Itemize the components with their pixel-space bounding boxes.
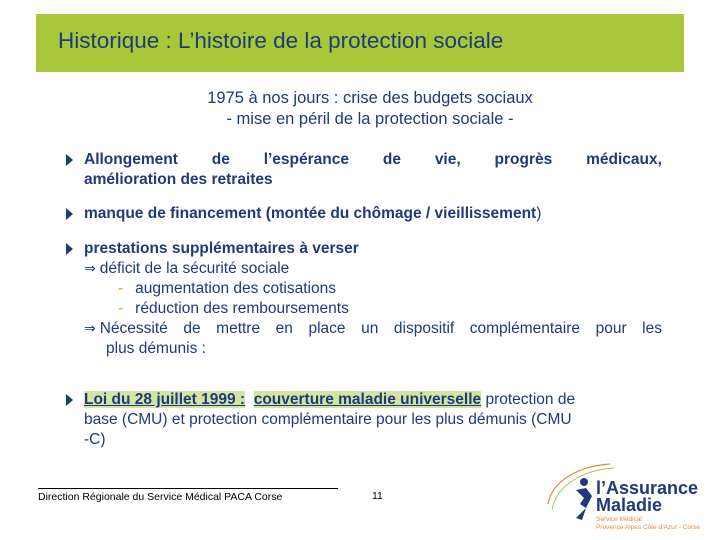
- bullet-4-line-3: -C): [84, 431, 106, 448]
- assurance-maladie-logo: [540, 460, 716, 532]
- word: médicaux,: [586, 151, 662, 168]
- bullet-arrow-icon: [66, 394, 73, 406]
- subtitle-line-1: 1975 à nos jours : crise des budgets sociaux: [207, 89, 533, 107]
- bullet-cmu-law: [84, 390, 662, 450]
- bullet-1-line-2: amélioration des retraites: [84, 171, 273, 188]
- dash-text-2: réduction des remboursements: [135, 300, 349, 317]
- word: Allongement: [84, 151, 178, 168]
- bullet-financing: [84, 204, 662, 224]
- logo-name-line-1: l’Assurance: [596, 478, 699, 498]
- logo-name-line-2: Maladie: [596, 495, 663, 515]
- dash-icon: -: [118, 300, 124, 317]
- logo-sub-line-2: Provence Alpes Côte d’Azur - Corse: [596, 524, 701, 531]
- slide-title: Historique : L’histoire de la protection sociale: [58, 28, 504, 53]
- implies-icon: ⇒: [84, 321, 96, 337]
- subtitle-line-2: - mise en péril de la protection sociale -: [226, 110, 514, 128]
- bullet-4-line-1: [84, 390, 662, 410]
- implies-line-2: [84, 319, 662, 339]
- dash-line-1: [84, 279, 662, 299]
- dash-line-2: [84, 299, 662, 319]
- bullet-3-heading: prestations supplémentaires à verser: [84, 240, 359, 257]
- cmu-label: couverture maladie universelle: [253, 391, 482, 408]
- implies-line-1: [84, 259, 662, 279]
- word: de: [382, 151, 401, 168]
- logo-sub-line-1: Service Médical: [596, 516, 642, 523]
- implies-text-1: déficit de la sécurité sociale: [99, 260, 290, 277]
- bullet-1-line-1: [84, 150, 662, 170]
- implies-text-2: Nécessité de mettre en place un dispositif complémentaire pour les: [99, 320, 662, 337]
- footer-organization: Direction Régionale du Service Médical PACA Corse: [38, 488, 338, 503]
- dash-icon: -: [118, 280, 124, 297]
- bullet-2-text: manque de financement (montée du chômage / vieillissement: [84, 205, 537, 222]
- word: de: [211, 151, 230, 168]
- implies-line-2b: plus démunis :: [106, 340, 206, 357]
- bullet-4-line-2: base (CMU) et protection complémentaire pour les plus démunis (CMU: [84, 411, 572, 428]
- page-number: 11: [372, 490, 383, 502]
- dash-text-1: augmentation des cotisations: [135, 280, 336, 297]
- title-bar: [36, 14, 684, 72]
- word: l’espérance: [263, 151, 349, 168]
- bullet-arrow-icon: [66, 208, 73, 220]
- implies-icon: ⇒: [84, 261, 96, 277]
- word: vie,: [434, 151, 461, 168]
- bullet-2-tail: ): [536, 205, 542, 222]
- bullet-arrow-icon: [66, 243, 73, 255]
- law-date: Loi du 28 juillet 1999 :: [84, 391, 246, 408]
- bullet-benefits: [84, 239, 662, 359]
- word: progrès: [494, 151, 553, 168]
- bullet-life-expectancy: [84, 150, 662, 190]
- bullet-4-rest: protection de: [481, 391, 576, 408]
- bullet-arrow-icon: [66, 154, 73, 166]
